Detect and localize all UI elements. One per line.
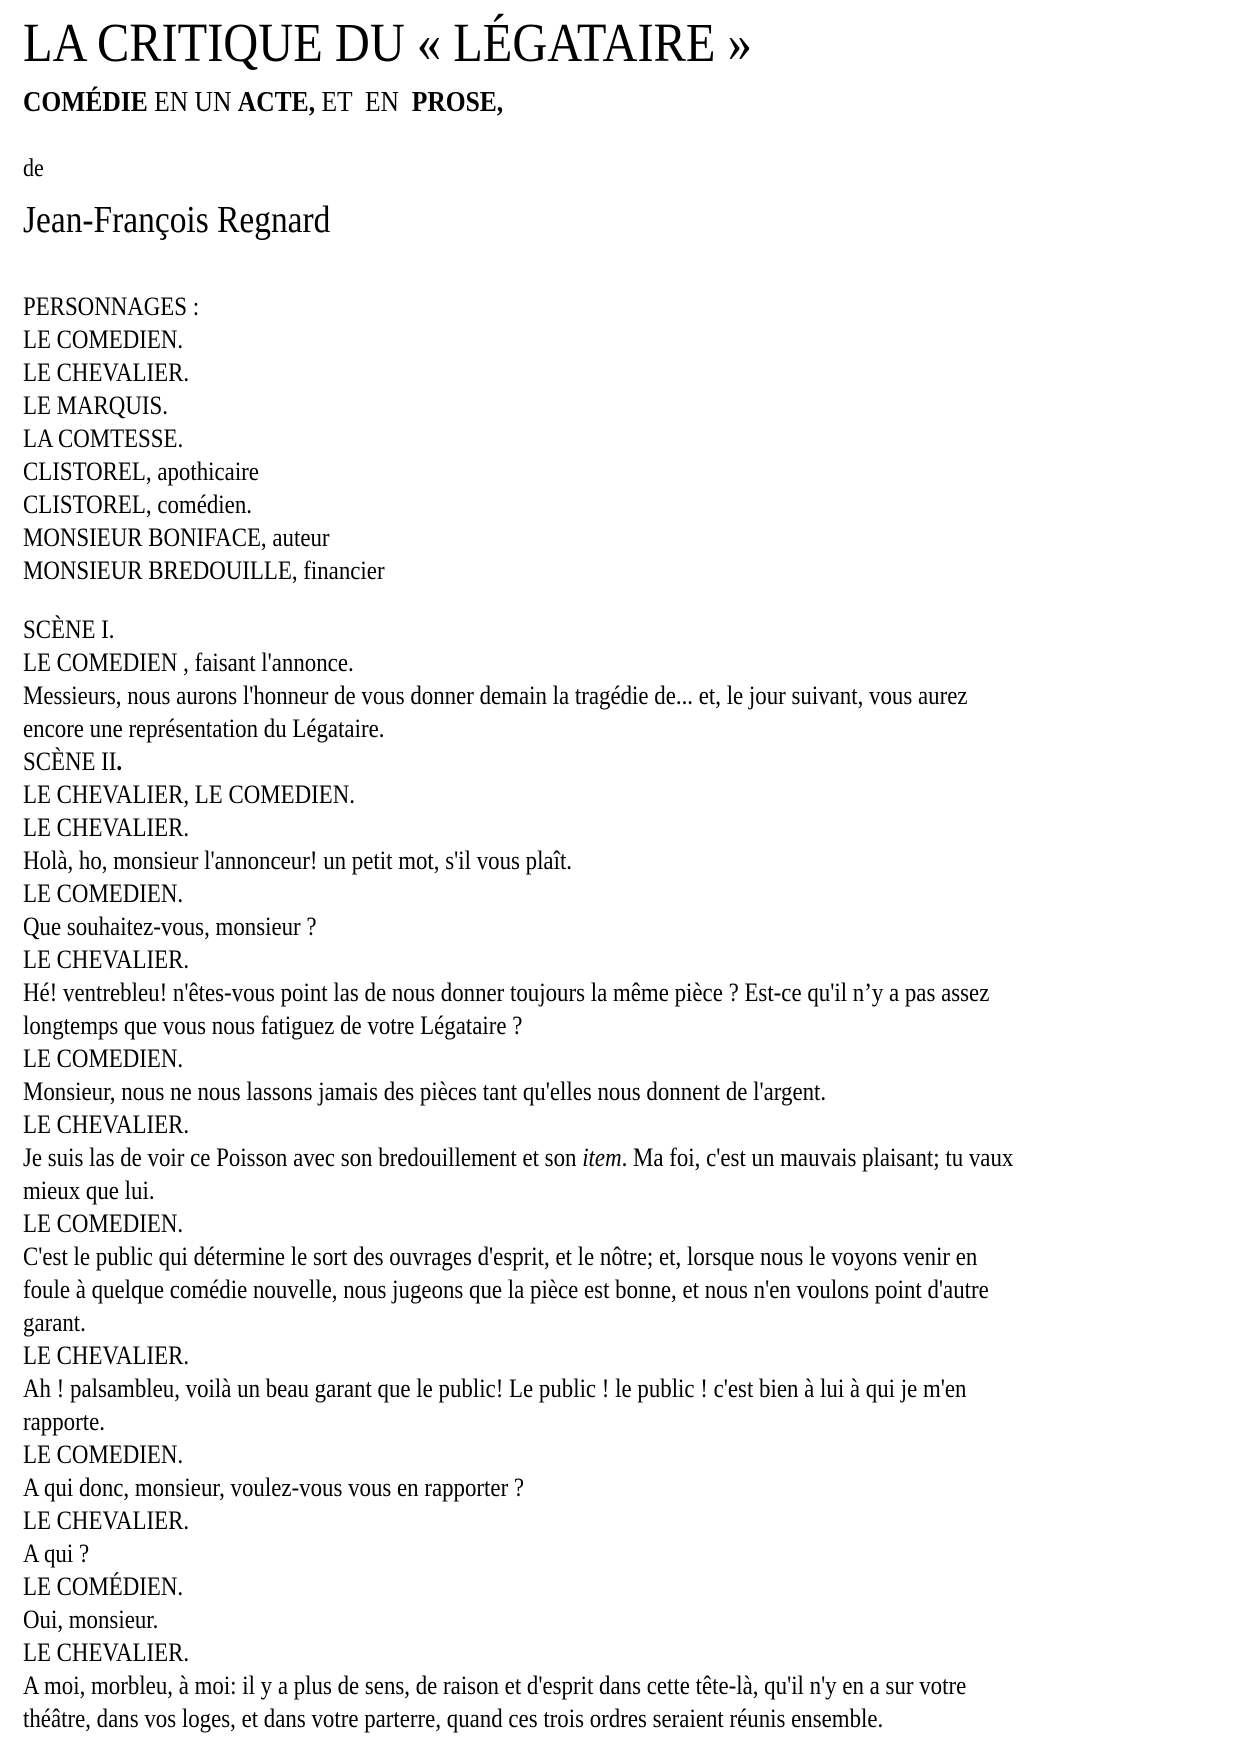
text-segment: Ah ! palsambleu, voilà un beau garant que le public! Le public ! le public ! c'est bien à lui à qui je m'en	[23, 1374, 967, 1403]
text-segment: LE CHEVALIER.	[23, 1341, 190, 1370]
author: Jean-François Regnard	[23, 199, 331, 241]
dialogue-line	[23, 1306, 1094, 1339]
cast-list	[23, 290, 1240, 587]
page-title: LA CRITIQUE DU « LÉGATAIRE »	[23, 12, 752, 73]
cast-member-line: MONSIEUR BONIFACE, auteur	[23, 523, 330, 552]
speaker-line	[23, 646, 1094, 679]
speaker-line	[23, 943, 1094, 976]
scene-cast-line	[23, 778, 1094, 811]
text-segment: . Ma foi, c'est un mauvais plaisant; tu vaux	[621, 1143, 1014, 1172]
text-segment: A qui ?	[23, 1539, 90, 1568]
dialogue-line	[23, 1405, 1094, 1438]
text-segment: mieux que lui.	[23, 1176, 155, 1205]
text-segment: LE CHEVALIER.	[23, 1506, 190, 1535]
speaker-line	[23, 1504, 1094, 1537]
cast-member-line: LE CHEVALIER.	[23, 358, 190, 387]
text-segment: Que souhaitez-vous, monsieur ?	[23, 912, 317, 941]
text-segment: SCÈNE II	[23, 747, 117, 776]
cast-member-line: LE COMEDIEN.	[23, 325, 184, 354]
dialogue-line	[23, 712, 1094, 745]
dialogue-line	[23, 1141, 1094, 1174]
cast-member-line: MONSIEUR BREDOUILLE, financier	[23, 556, 385, 585]
text-segment: PROSE,	[411, 86, 504, 118]
text-segment: ACTE,	[237, 86, 316, 118]
speaker-line	[23, 1042, 1094, 1075]
cast-members	[23, 323, 1240, 587]
text-segment: rapporte.	[23, 1407, 105, 1436]
dialogue-line	[23, 1471, 1094, 1504]
text-segment: .	[116, 747, 123, 776]
dialogue-line	[23, 1603, 1094, 1636]
text-segment: LE CHEVALIER.	[23, 1110, 190, 1139]
text-segment: C'est le public qui détermine le sort des ouvrages d'esprit, et le nôtre; et, lorsque nous le voyons venir en	[23, 1242, 978, 1271]
dialogue-line	[23, 679, 1094, 712]
script	[23, 613, 1240, 1735]
text-segment: Oui, monsieur.	[23, 1605, 159, 1634]
speaker-line	[23, 1438, 1094, 1471]
byline: de	[23, 155, 44, 182]
subtitle	[23, 84, 1094, 120]
speaker-line	[23, 811, 1094, 844]
text-segment: Monsieur, nous ne nous lassons jamais des pièces tant qu'elles nous donnent de l'argent.	[23, 1077, 827, 1106]
cast-member-line: LA COMTESSE.	[23, 424, 184, 453]
text-segment: ET EN	[315, 86, 412, 118]
text-segment: EN UN	[147, 86, 238, 118]
speaker-line	[23, 1207, 1094, 1240]
dialogue-line	[23, 910, 1094, 943]
text-segment: théâtre, dans vos loges, et dans votre parterre, quand ces trois ordres seraient réunis ensemble.	[23, 1704, 884, 1733]
text-segment: LE CHEVALIER, LE COMEDIEN.	[23, 780, 355, 809]
dialogue-line	[23, 1273, 1094, 1306]
text-segment: SCÈNE I.	[23, 615, 115, 644]
dialogue-line	[23, 1240, 1094, 1273]
text-segment: Hé! ventrebleu! n'êtes-vous point las de nous donner toujours la même pièce ? Est-ce qu'il n’y a pas assez	[23, 978, 990, 1007]
text-segment: A qui donc, monsieur, voulez-vous vous en rapporter ?	[23, 1473, 525, 1502]
dialogue-line	[23, 844, 1094, 877]
text-segment: item	[582, 1143, 622, 1172]
scene-heading-line	[23, 745, 1094, 778]
text-segment: LE COMEDIEN , faisant l'annonce.	[23, 648, 354, 677]
text-segment: Holà, ho, monsieur l'annonceur! un petit mot, s'il vous plaît.	[23, 846, 573, 875]
cast-member-line: CLISTOREL, comédien.	[23, 490, 252, 519]
text-segment: LE CHEVALIER.	[23, 813, 190, 842]
text-segment: LE COMEDIEN.	[23, 879, 184, 908]
text-segment: Messieurs, nous aurons l'honneur de vous donner demain la tragédie de... et, le jour suivant, vous aurez	[23, 681, 968, 710]
text-segment: LE COMEDIEN.	[23, 1209, 184, 1238]
text-segment: longtemps que vous nous fatiguez de votre Légataire ?	[23, 1011, 523, 1040]
dialogue-line	[23, 1075, 1094, 1108]
speaker-line	[23, 1636, 1094, 1669]
speaker-line	[23, 1339, 1094, 1372]
text-segment: Je suis las de voir ce Poisson avec son bredouillement et son	[23, 1143, 583, 1172]
text-segment: foule à quelque comédie nouvelle, nous jugeons que la pièce est bonne, et nous n'en voulons point d'autre	[23, 1275, 989, 1304]
text-segment: A moi, morbleu, à moi: il y a plus de sens, de raison et d'esprit dans cette tête-là, qu'il n'y en a sur votre	[23, 1671, 967, 1700]
dialogue-line	[23, 1372, 1094, 1405]
text-segment: garant.	[23, 1308, 86, 1337]
text-segment: LE COMEDIEN.	[23, 1044, 184, 1073]
text-segment: COMÉDIE	[23, 86, 148, 118]
dialogue-line	[23, 1669, 1094, 1702]
text-segment: encore une représentation du Légataire.	[23, 714, 385, 743]
cast-member-line: CLISTOREL, apothicaire	[23, 457, 259, 486]
cast-member-line: LE MARQUIS.	[23, 391, 168, 420]
dialogue-line	[23, 1537, 1094, 1570]
dialogue-line	[23, 1009, 1094, 1042]
dialogue-line	[23, 976, 1094, 1009]
text-segment: LE CHEVALIER.	[23, 945, 190, 974]
speaker-line	[23, 1570, 1094, 1603]
scene-heading-line	[23, 613, 1094, 646]
dialogue-line	[23, 1174, 1094, 1207]
text-segment: LE COMÉDIEN.	[23, 1572, 184, 1601]
speaker-line	[23, 1108, 1094, 1141]
cast-heading: PERSONNAGES :	[23, 292, 200, 321]
speaker-line	[23, 877, 1094, 910]
text-segment: LE COMEDIEN.	[23, 1440, 184, 1469]
text-segment: LE CHEVALIER.	[23, 1638, 190, 1667]
dialogue-line	[23, 1702, 1094, 1735]
